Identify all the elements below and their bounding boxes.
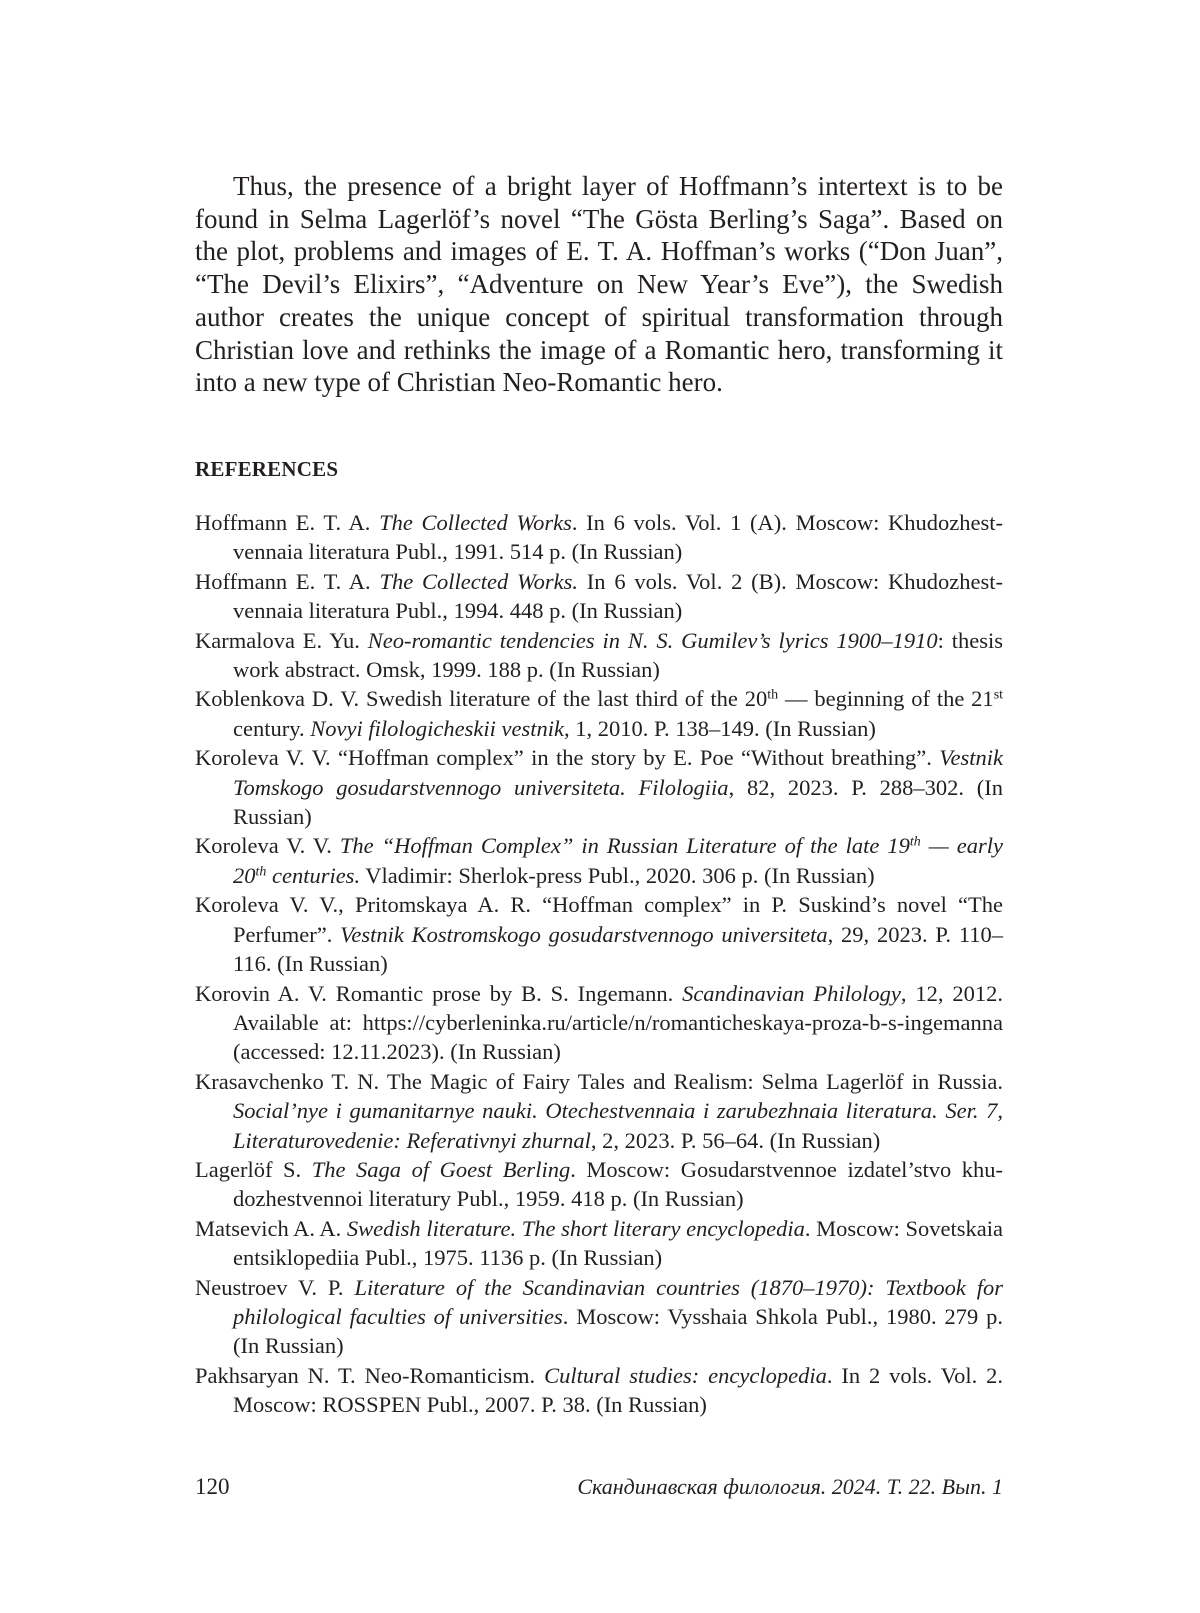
page-number: 120 — [195, 1474, 230, 1499]
reference-item: Koroleva V. V. “Hoffman complex” in the story by E. Poe “Without breathing”. Vestnik Tomskogo gosudarstvennogo universiteta. Filologiia, 82, 2023. P. 288–302. (In Russian) — [195, 745, 1003, 830]
body-paragraph: Thus, the presence of a bright layer of Hoffmann’s intertext is to be found in Selma Lagerlöf’s novel “The Gösta Berling’s Saga”. Based on the plot, problems and images of E. T. A. Hoffman’s works (“Don Juan”, “The Devil’s Elixirs”, “Adventure on New Year’s Eve”), the Swedish author creates the unique concept of spiritual transformation through Christian love and rethinks the image of a Romantic hero, transforming it into a new type of Christian Neo-Romantic hero. — [195, 171, 1003, 398]
reference-item: Lagerlöf S. The Saga of Goest Berling. Moscow: Gosudarstvennoe izdatel’stvo khudozhestvennoi literatury Publ., 1959. 418 p. (In Russian) — [195, 1156, 1004, 1212]
references-list — [195, 508, 1003, 1420]
journal-running-title: Скандинавская филология. 2024. Т. 22. Вып. 1 — [577, 1474, 1003, 1499]
page-footer — [195, 1474, 1003, 1508]
reference-item: Koroleva V. V. The “Hoffman Complex” in Russian Literature of the late 19th — early 20th centuries. Vladimir: Sherlok-press Publ., 2020. 306 p. (In Russian) — [195, 833, 1003, 888]
reference-item: Neustroev V. P. Literature of the Scandinavian countries (1870–1970): Textbook for philological faculties of universities. Moscow: Vysshaia Shkola Publ., 1980. 279 p. (In Russian) — [195, 1274, 1004, 1359]
references-heading: REFERENCES — [195, 457, 339, 481]
reference-item: Pakhsaryan N. T. Neo-Romanticism. Cultural studies: encyclopedia. In 2 vols. Vol. 2. Moscow: ROSSPEN Publ., 2007. P. 38. (In Russian) — [195, 1362, 1004, 1418]
reference-item: Koblenkova D. V. Swedish literature of the last third of the 20th — beginning of the 21st century. Novyi filologicheskii vestnik, 1, 2010. P. 138–149. (In Russian) — [195, 686, 1003, 741]
reference-item: Krasavchenko T. N. The Magic of Fairy Tales and Realism: Selma Lagerlöf in Russia. Social’nye i gumanitarnye nauki. Otechestvennaia i zarubezhnaia literatura. Ser. 7, Literaturovedenie: Referativnyi zhurnal, 2, 2023. P. 56–64. (In Russian) — [195, 1068, 1003, 1153]
reference-item: Korovin A. V. Romantic prose by B. S. Ingemann. Scandinavian Philology, 12, 2012. Available at: https://cyberleninka.ru/article/n/romanticheskaya-proza-b-s-ingemanna (accessed: 12.11.2023). (In Russian) — [195, 980, 1003, 1065]
reference-item: Hoffmann E. T. A. The Collected Works. In 6 vols. Vol. 1 (A). Moscow: Khudozhestvennaia literatura Publ., 1991. 514 p. (In Russian) — [195, 510, 1004, 565]
reference-item: Matsevich A. A. Swedish literature. The short literary encyclopedia. Moscow: Sovetskaia entsiklopediia Publ., 1975. 1136 p. (In Russian) — [195, 1215, 1003, 1271]
reference-item: Karmalova E. Yu. Neo-romantic tendencies in N. S. Gumilev’s lyrics 1900–1910: thesis work abstract. Omsk, 1999. 188 p. (In Russian) — [195, 627, 1004, 683]
reference-item: Koroleva V. V., Pritomskaya A. R. “Hoffman complex” in P. Suskind’s novel “The Perfumer”. Vestnik Kostromskogo gosudarstvennogo universiteta, 29, 2023. P. 110–116. (In Russian) — [195, 892, 1003, 977]
reference-item: Hoffmann E. T. A. The Collected Works. In 6 vols. Vol. 2 (B). Moscow: Khudozhestvennaia literatura Publ., 1994. 448 p. (In Russian) — [195, 568, 1003, 624]
